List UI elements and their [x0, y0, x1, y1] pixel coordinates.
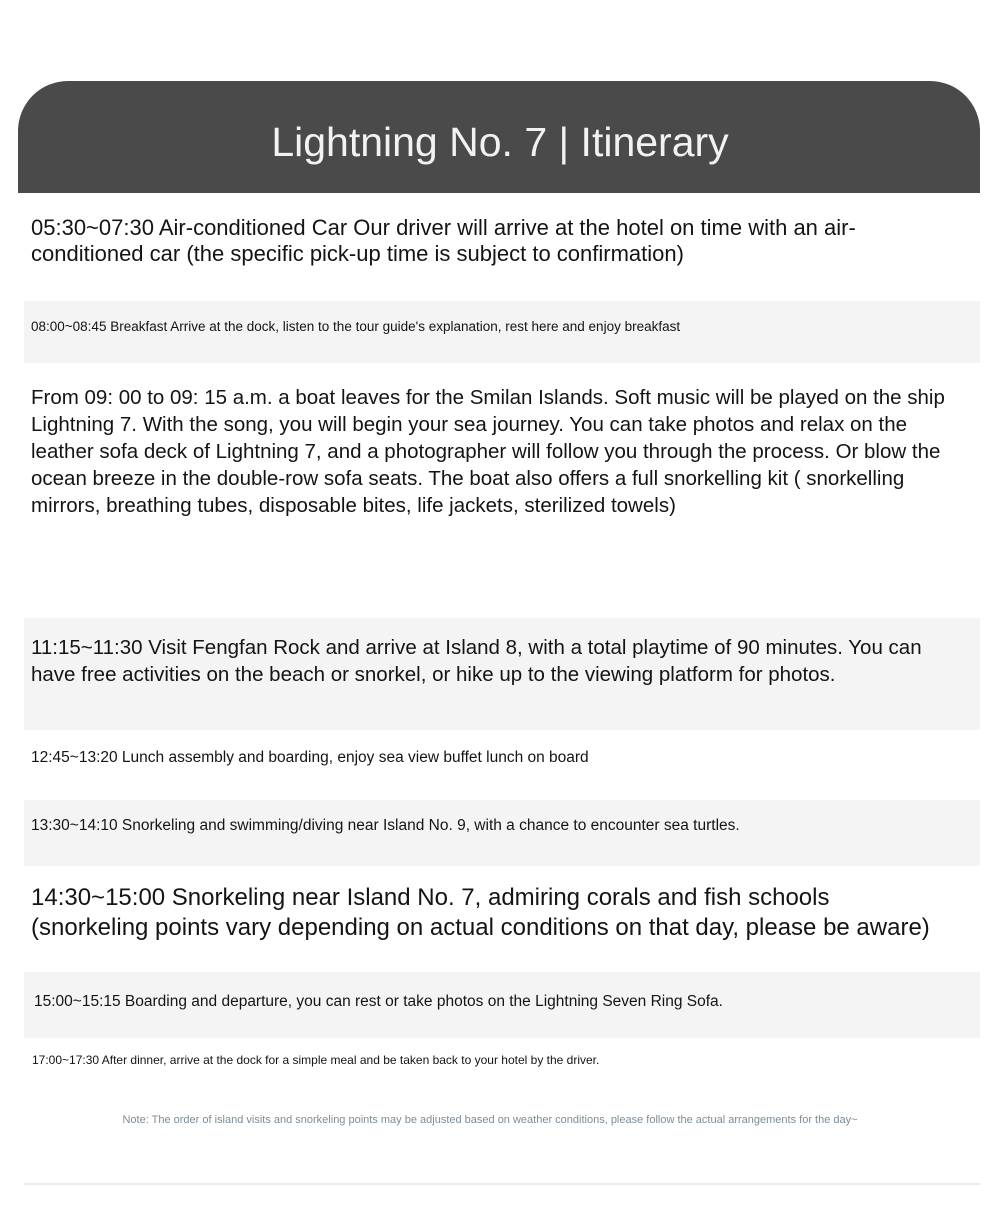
itinerary-item: From 09: 00 to 09: 15 a.m. a boat leaves for the Smilan Islands. Soft music will be played on the ship Lightning 7. With the song, you will begin your sea journey. You can take photos and relax on the leather sofa deck of Lightning 7, and a photographer will follow you through the process. Or blow the ocean breeze in the double-row sofa seats. The boat also offers a full snorkelling kit ( snorkelling mirrors, breathing tubes, disposable bites, life jackets, sterilized towels)	[31, 386, 945, 517]
itinerary-item: 13:30~14:10 Snorkeling and swimming/diving near Island No. 9, with a chance to encounter sea turtles.	[31, 817, 740, 834]
itinerary-item: 05:30~07:30 Air-conditioned Car Our driver will arrive at the hotel on time with an air-conditioned car (the specific pick-up time is subject to confirmation)	[31, 215, 856, 266]
itinerary-item: 08:00~08:45 Breakfast Arrive at the dock, listen to the tour guide's explanation, rest here and enjoy breakfast	[31, 319, 681, 334]
itinerary-item: 17:00~17:30 After dinner, arrive at the dock for a simple meal and be taken back to your hotel by the driver.	[32, 1053, 600, 1067]
itinerary-item: 11:15~11:30 Visit Fengfan Rock and arrive at Island 8, with a total playtime of 90 minutes. You can have free activities on the beach or snorkel, or hike up to the viewing platform for photos.	[31, 636, 922, 686]
page-title: Lightning No. 7 | Itinerary	[271, 119, 729, 165]
itinerary-item: 15:00~15:15 Boarding and departure, you can rest or take photos on the Lightning Seven Ring Sofa.	[34, 993, 723, 1010]
itinerary-item: 14:30~15:00 Snorkeling near Island No. 7, admiring corals and fish schools (snorkeling points vary depending on actual conditions on that day, please be aware)	[31, 884, 930, 941]
itinerary-item: 12:45~13:20 Lunch assembly and boarding, enjoy sea view buffet lunch on board	[31, 749, 589, 766]
footnote: Note: The order of island visits and snorkeling points may be adjusted based on weather conditions, please follow the actual arrangements for the day~	[122, 1114, 858, 1126]
